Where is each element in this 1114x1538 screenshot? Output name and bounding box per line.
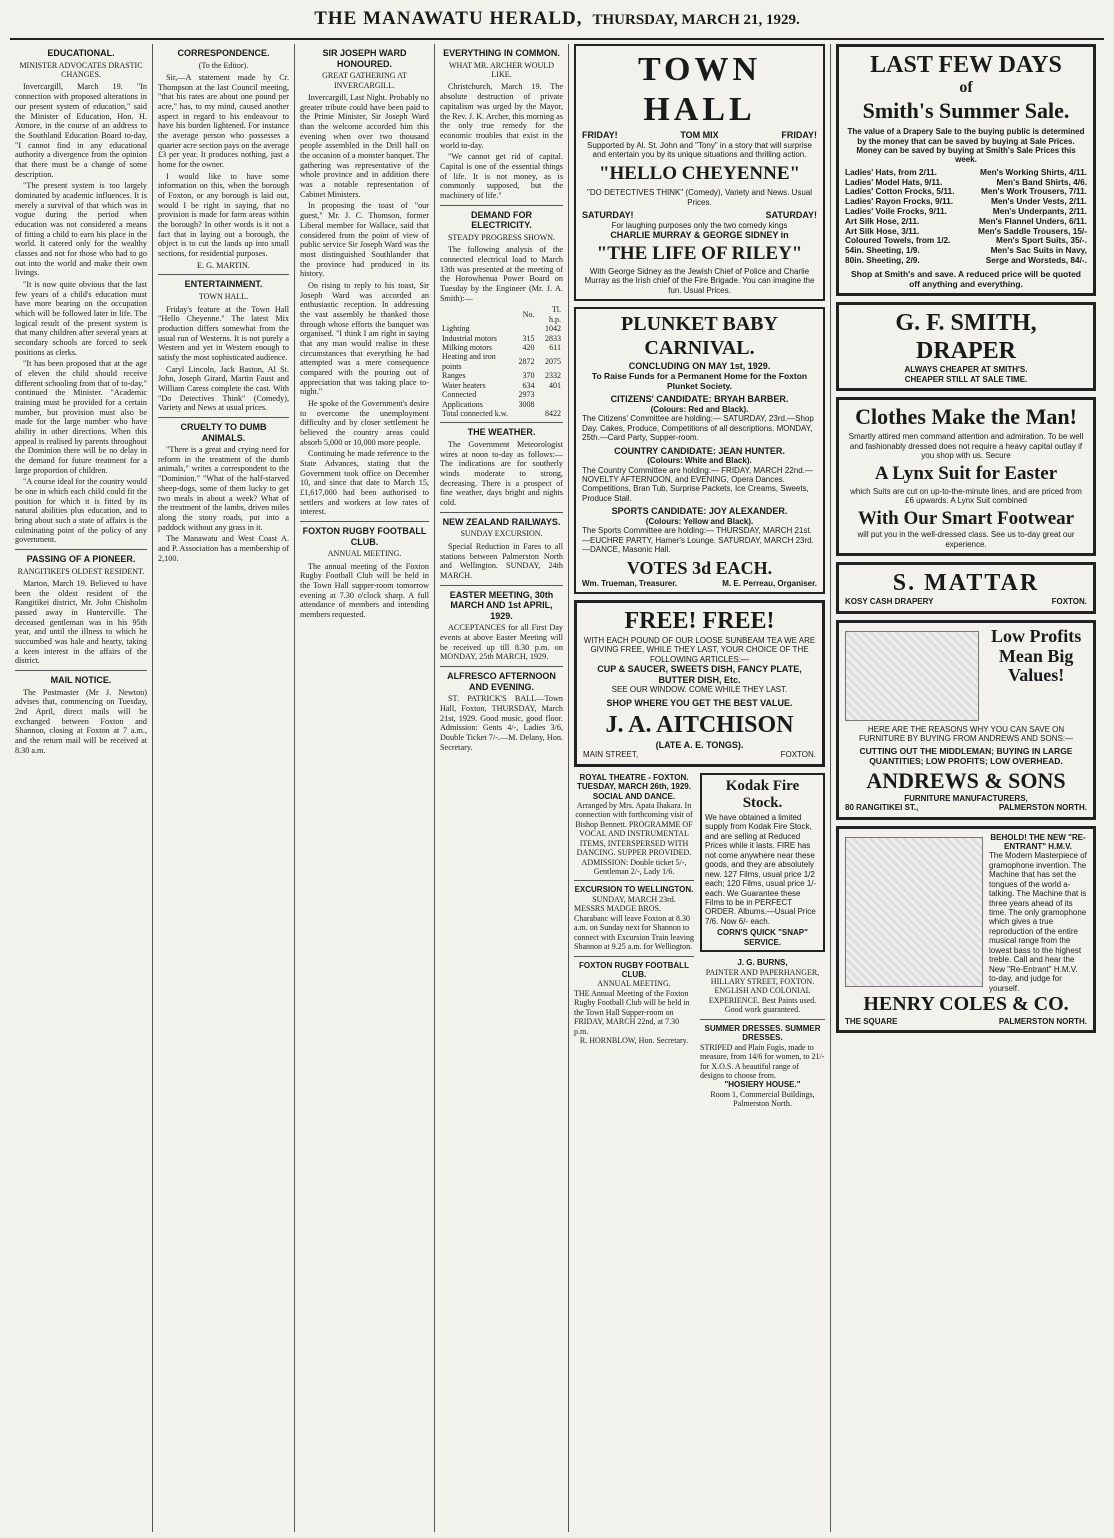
- address: PALMERSTON NORTH.: [998, 803, 1087, 813]
- ad-date: SUNDAY, MARCH 23rd.: [592, 894, 676, 904]
- ad-text: THE Annual Meeting of the Foxton Rugby Football Club will be held in the Town Hall Supper-room on FRIDAY, MARCH 22nd, at 7.30 p.m.: [574, 988, 690, 1036]
- table-cell: 401: [549, 380, 561, 390]
- address: 80 RANGITIKEI ST.,: [845, 803, 919, 813]
- table-cell: 315: [522, 333, 535, 343]
- article-subheading: RANGITIKEI'S OLDEST RESIDENT.: [17, 566, 145, 576]
- organiser: M. E. Perreau, Organiser.: [722, 578, 817, 588]
- table-cell: 2332: [545, 371, 561, 381]
- price-item: Art Silk Hose, 3/11.: [845, 225, 920, 236]
- table-row: [440, 371, 563, 380]
- treasurer: Wm. Trueman, Treasurer.: [582, 578, 678, 588]
- table-cell: [536, 400, 563, 409]
- table-cell: 611: [549, 342, 561, 352]
- article-heading: NEW ZEALAND RAILWAYS.: [442, 516, 561, 527]
- column-5-ads: [569, 44, 831, 1532]
- ad-text: STRIPED and Plain Fugis, made to measure, from 14/6 for women, to 21/- for X.O.S. A beautiful range of designs to choose from.: [700, 1042, 825, 1080]
- ad-title: G. F. SMITH, DRAPER: [895, 309, 1037, 365]
- candidate-colours: (Colours: Yellow and Black).: [645, 516, 754, 526]
- ad-text: HERE ARE THE REASONS WHY YOU CAN SAVE ON FURNITURE BY BUYING FROM ANDREWS AND SONS:—: [858, 724, 1074, 744]
- price-item: Men's Under Vests, 2/11.: [990, 196, 1087, 207]
- letter-signature: E. G. MARTIN.: [197, 260, 250, 270]
- lower-ads-right: [700, 773, 825, 1109]
- price-item: Men's Sac Suits in Navy,: [990, 245, 1087, 256]
- ad-title: S. MATTAR: [892, 570, 1040, 597]
- article-heading: EASTER MEETING, 30th MARCH AND 1st APRIL, 1929.: [449, 589, 554, 621]
- table-cell: Lighting: [442, 324, 470, 334]
- column-3: [295, 44, 435, 1532]
- table-row: [440, 409, 563, 418]
- price-item: Men's Sport Suits, 35/-.: [996, 235, 1087, 246]
- ad-day: FRIDAY!: [781, 130, 817, 141]
- ad-text: which Suits are cut on up-to-the-minute lines, and are priced from £6 upwards. A Lynx Suit combined: [850, 486, 1082, 506]
- price-item: Ladies' Model Hats, 9/11.: [845, 176, 943, 187]
- price-list-left: [845, 168, 954, 266]
- article-paragraph: On rising to reply to his toast, Sir Joseph Ward was accorded an enthusiastic reception. In addressing the vast assembly he thanked those through whose efforts the banquet was organised. "I think I am right in saying that any man would realise in these circumstances that everything he had attempted was a mere consequence compared with the pouring out of appreciation that was taking place to-night.": [300, 280, 429, 397]
- table-cell: [536, 390, 563, 399]
- mattar-ad: [836, 562, 1096, 614]
- ad-title: EXCURSION TO WELLINGTON.: [574, 885, 694, 895]
- ad-title: PLUNKET BABY CARNIVAL.: [621, 313, 778, 359]
- table-row: [440, 381, 563, 390]
- article-subheading: TOWN HALL.: [198, 292, 249, 302]
- address: PALMERSTON NORTH.: [998, 1016, 1087, 1026]
- furniture-illustration: [845, 631, 979, 721]
- lower-ads: [574, 773, 825, 1109]
- ad-text: PAINTER AND PAPERHANGER, HILLARY STREET, FOXTON. ENGLISH AND COLONIAL EXPERIENCE. Best Paints used. Good work guaranteed.: [705, 967, 820, 1015]
- table-cell: 2075: [545, 357, 561, 367]
- ad-title: FOXTON RUGBY FOOTBALL CLUB.: [579, 960, 689, 979]
- table-cell: 8422: [545, 409, 561, 419]
- ad-title: FREE! FREE!: [624, 608, 775, 635]
- table-cell: Milking motors: [442, 342, 493, 352]
- article-paragraph: Special Reduction in Fares to all stations between Palmerston North and Wellington. SUNDAY, 24th MARCH.: [440, 541, 563, 580]
- ad-title: Clothes Make the Man!: [855, 404, 1077, 430]
- ad-text: With George Sidney as the Jewish Chief of Police and Charlie Murray as the Irish chief of the Fire Brigade. You can imagine the fun. Usual Prices.: [584, 267, 815, 295]
- table-cell: [516, 324, 536, 333]
- divider: [15, 670, 147, 671]
- ad-text: For laughing purposes only the two comedy kings: [611, 220, 788, 230]
- ad-headline: A Lynx Suit for Easter: [874, 462, 1058, 484]
- price-item: Ladies' Voile Frocks, 9/11.: [845, 206, 947, 217]
- ad-slogan: CHEAPER STILL AT SALE TIME.: [904, 374, 1028, 384]
- article-paragraph: In proposing the toast of "our guest," Mr. J. C. Thomson, former Liberal member for Wallace, said that considered from the point of view of public service Sir Joseph Ward was the most distinguished Southlander that the province had produced in its history.: [300, 201, 429, 279]
- article-subheading: MINISTER ADVOCATES DRASTIC CHANGES.: [19, 60, 143, 80]
- price-item: 80in. Sheeting, 2/9.: [845, 254, 920, 265]
- table-row: [440, 334, 563, 343]
- ad-text: The Citizens' Committee are holding:— SATURDAY, 23rd.—Shop Day. Cakes, Produce, Competitions of all descriptions. MONDAY, 25th.—Card Party, Supper-room.: [582, 414, 814, 443]
- article-subheading: GREAT GATHERING AT INVERCARGILL.: [322, 71, 407, 90]
- table-row: [440, 400, 563, 409]
- town-hall-ad: [574, 44, 825, 301]
- ad-title: TOWN HALL: [637, 51, 762, 129]
- column-2: [153, 44, 295, 1532]
- price-item: Art Silk Hose, 2/11.: [845, 215, 920, 226]
- article-paragraph: "We cannot get rid of capital. Capital is one of the essential things of life. It is not money, as is commonly supposed, but the machinery of life.": [440, 152, 563, 200]
- table-row: [440, 352, 563, 371]
- ad-slogan: CORN'S QUICK "SNAP" SERVICE.: [717, 928, 808, 947]
- article-subheading: WHAT MR. ARCHER WOULD LIKE.: [448, 60, 555, 80]
- table-cell: Heating and iron points: [442, 352, 496, 371]
- ad-date: TUESDAY, MARCH 26th, 1929.: [577, 782, 691, 792]
- article-paragraph: Marton, March 19. Believed to have been the oldest resident of the Rangitikei district, Mr. John Chisholm passed away in Hunterville. The deceased gentleman was in his 95th year, and until the illness to which he succumbed was hale and hearty, taking a keen interest in the affairs of the district.: [15, 579, 147, 666]
- article-paragraph: The Government Meteorologist wires at noon to-day as follows:— The indications are for southerly winds moderate to strong, decreasing. There is a prospect of fine weather, days bright and nights cold.: [440, 440, 563, 508]
- price-item: Ladies' Hats, from 2/11.: [845, 166, 937, 177]
- article-heading: FOXTON RUGBY FOOTBALL CLUB.: [302, 525, 427, 547]
- table-cell: Industrial motors: [442, 333, 497, 343]
- article-heading: PASSING OF A PIONEER.: [26, 554, 136, 565]
- article-paragraph: The Manawatu and West Coast A. and P. Association has a membership of 2,100.: [158, 534, 289, 563]
- ad-text: The Modern Masterpiece of gramophone invention. The Machine that has set the tongues of the world a-talking. The Machine that is three years ahead of its time. The only gramophone which gives a true reproduction of the entire musical range from the lowest bass to the highest treble. Call and hear the New "Re-Entrant" H.M.V. to-day, and judge for yourself.: [989, 851, 1087, 993]
- table-cell: Ranges: [442, 371, 466, 381]
- ad-day: FRIDAY!: [582, 130, 618, 141]
- ad-subtitle: ANNUAL MEETING.: [597, 979, 671, 989]
- ad-text: WITH EACH POUND OF OUR LOOSE SUNBEAM TEA WE ARE GIVING FREE, WHILE THEY LAST, YOUR CHOICE OF THE FOLLOWING ARTICLES:—: [583, 635, 816, 664]
- article-subheading: ANNUAL MEETING.: [327, 549, 402, 559]
- divider: [440, 422, 563, 423]
- table-cell: 370: [522, 371, 535, 381]
- article-paragraph: Sir,—A statement made by Cr. Thompson at the last Council meeting, "that his rates are about one pound per acre," has, to my mind, caused another aspect in regard to his endeavour to have his burden lightened. For instance the average person who possesses a quarter acre section pays on the average £3 per year. It produces nothing, just a home for the owner.: [158, 73, 289, 170]
- price-list: [845, 168, 1087, 266]
- divider: [440, 585, 563, 586]
- price-item: Serge and Worsteds, 84/-.: [985, 254, 1087, 265]
- article-paragraph: I would like to have some information on this, when the borough of Foxton, or any borough is laid out, would I be right in saying, that no provision is made for farm areas within the borough? In other words is it not a fact that in laying out a borough, the object is to cut the lands up into small sections, for residential purposes.: [158, 171, 289, 259]
- table-cell: 1042: [545, 324, 561, 334]
- price-item: Men's Band Shirts, 4/6.: [996, 176, 1087, 187]
- address: FOXTON.: [1051, 597, 1087, 607]
- ad-event: SOCIAL AND DANCE.: [592, 791, 676, 801]
- candidate: SPORTS CANDIDATE: JOY ALEXANDER.: [611, 506, 788, 517]
- article-heading: ENTERTAINMENT.: [184, 279, 263, 290]
- divider: [700, 1019, 825, 1020]
- article-paragraph: Friday's feature at the Town Hall "Hello Cheyenne." The latest Mix production differs somewhat from the usual run of Westerns. It is not purely a Western and yet in Western enough to satisfy the most sophisticated audience.: [158, 304, 289, 362]
- table-header: [440, 305, 516, 324]
- price-item: Men's Working Shirts, 4/11.: [980, 166, 1087, 177]
- ad-text: CUTTING OUT THE MIDDLEMAN; BUYING IN LARGE QUANTITIES; LOW PROFITS; LOW OVERHEAD.: [859, 745, 1073, 766]
- ad-subtitle: To Raise Funds for a Permanent Home for the Foxton Plunket Society.: [591, 371, 808, 392]
- ad-text: will put you in the well-dressed class. See us to-day great our experience.: [857, 530, 1075, 549]
- ad-subtitle: KOSY CASH DRAPERY: [845, 597, 934, 607]
- clothes-ad: [836, 397, 1096, 556]
- price-item: Ladies' Rayon Frocks, 9/11.: [845, 196, 954, 207]
- ad-title: SUMMER DRESSES. SUMMER DRESSES.: [704, 1023, 821, 1043]
- table-cell: Connected: [442, 390, 477, 400]
- table-cell: 2872: [518, 357, 535, 367]
- table-row: [440, 324, 563, 333]
- newspaper-name: THE MANAWATU HERALD,: [314, 8, 583, 29]
- column-1: [10, 44, 153, 1532]
- aitchison-tea-ad: [574, 600, 825, 766]
- article-subheading: (To the Editor).: [198, 60, 249, 70]
- ad-text: SEE OUR WINDOW. COME WHILE THEY LAST.: [611, 685, 788, 695]
- ad-title: Smith's Summer Sale.: [862, 98, 1070, 124]
- ad-text: MESSRS MADGE BROS. Charabanc will leave Foxton at 8.30 a.m. on Sunday next for Shannon to connect with Excursion Train leaving Shannon at 9.25 a.m. for Wellington.: [574, 904, 694, 952]
- masthead: [10, 8, 1104, 40]
- ad-text: We have obtained a limited supply from Kodak Fire Stock, and are selling at Reduced Prices while it lasts. FIRE has not come anywhere near these goods, and they are absolutely new. 127 Films, usual price 1/2 each; 120 Films, usual price 1/- each. We Guarantee these Films to be in PERFECT ORDER. Albums.—Usual Price 7/6. Now 6/- each.: [705, 813, 817, 926]
- table-cell: Water heaters: [442, 380, 486, 390]
- ad-slogan: ALWAYS CHEAPER AT SMITH'S.: [904, 365, 1028, 375]
- article-heading: SIR JOSEPH WARD HONOURED.: [322, 48, 407, 69]
- address: THE SQUARE: [845, 1016, 898, 1026]
- ad-text: "DO DETECTIVES THINK" (Comedy), Variety and News. Usual Prices.: [587, 188, 812, 207]
- ad-stars: CHARLIE MURRAY & GEORGE SIDNEY in: [610, 230, 789, 241]
- article-paragraph: Christchurch, March 19. The absolute destruction of private capitalism was urged by the Mayor, the Rev. J. K. Archer, this morning as the only true remedy for the economic troubles that exist in the world to-day.: [440, 82, 563, 150]
- ad-subtitle: CONCLUDING ON MAY 1st, 1929.: [628, 360, 771, 371]
- lower-ads-left: [574, 773, 694, 1109]
- table-row: [440, 343, 563, 352]
- address: MAIN STREET,: [583, 750, 639, 760]
- ad-business-name: J. A. AITCHISON: [605, 712, 794, 739]
- ad-text: Smartly attired men command attention and admiration. To be well and fashionably dressed does not require a heavy capital outlay if you shop with us. Secure: [848, 432, 1084, 461]
- price-item: Men's Saddle Trousers, 15/-: [978, 225, 1087, 236]
- article-paragraph: The Postmaster (Mr J. Newton) advises that, commencing on Tuesday, 2nd April, direct mails will be exchanged between Foxton and Shannon, closing at Foxton at 7 a.m., and the return mail will be received at 8.30 a.m.: [15, 687, 147, 755]
- ad-text: The Country Committee are holding:— FRIDAY, MARCH 22nd.—NOVELTY AFTERNOON, and EVENING, Opera Dances. Competitions, Bran Tub, Surprise Packets, Ice Creams, Sweets, Produce Stall.: [582, 465, 813, 503]
- article-paragraph: The annual meeting of the Foxton Rugby Football Club will be held in the Town Hall supper-room tomorrow evening at 7.30 o'clock sharp. A full attendance of members and intending members requested.: [300, 561, 429, 619]
- article-paragraph: He spoke of the Government's desire to overcome the unemployment difficulty and by closer settlement he believed the country areas could absorb 5,000 or 10,000 more people.: [300, 398, 429, 447]
- issue-date: THURSDAY, MARCH 21, 1929.: [592, 12, 800, 28]
- article-paragraph: Continuing he made reference to the State Advances, stating that the Government took office on December 10, and since that date to March 15, £1,617,000 had been authorised to settlers and workers at low rates of interest.: [300, 449, 429, 517]
- price-item: Coloured Towels, from 1/2.: [845, 235, 951, 246]
- ad-day: SATURDAY!: [582, 209, 634, 220]
- table-cell: Applications: [442, 399, 483, 409]
- article-heading: EVERYTHING IN COMMON.: [443, 48, 560, 58]
- votes-notice: VOTES 3d EACH.: [626, 557, 773, 578]
- divider: [574, 880, 694, 881]
- article-paragraph: "The present system is too largely dominated by academic influences. It is merely a survival of that which was in vogue during the period when education was not considered a means of fitting a child to earn his place in the world. It catered only for the wealthy classes and not for those who had to go out into the world and make their own livings.: [15, 181, 147, 278]
- article-paragraph: ST. PATRICK'S BALL—Town Hall, Foxton, THURSDAY, March 21st, 1929. Good music, good floor. Admission: Gents 4/-, Ladies 3/6, Double Ticket 7/-.—M. Delany, Hon. Secretary.: [440, 694, 563, 752]
- ad-items: CUP & SAUCER, SWEETS DISH, FANCY PLATE, BUTTER DISH, Etc.: [597, 664, 802, 685]
- table-cell: 3008: [518, 399, 535, 409]
- table-cell: Total connected k.w.: [442, 409, 509, 419]
- ad-headline: BEHOLD! THE NEW "RE-ENTRANT" H.M.V.: [990, 832, 1086, 851]
- ad-text: Arranged by Mrs. Apata Ihakara. In connection with forthcoming visit of Bishop Bennett. PROGRAMME OF VOCAL AND INSTRUMENTAL ITEMS, INTERSPERSED WITH DANCING. SUPPER PROVIDED.: [575, 800, 693, 858]
- ad-headline: Low Profits Mean Big Values!: [991, 625, 1082, 686]
- column-4: [435, 44, 569, 1532]
- divider: [440, 666, 563, 667]
- address: Room 1, Commercial Buildings, Palmerston North.: [710, 1089, 815, 1109]
- ad-text: The value of a Drapery Sale to the buying public is determined by the money that can be saved by buying at Sale Prices. Money can be saved by buying at Smith's Sale Prices this week.: [847, 127, 1085, 165]
- ad-title: LAST FEW DAYS: [870, 52, 1062, 78]
- article-heading: CORRESPONDENCE.: [177, 48, 270, 58]
- table-header: No.: [522, 309, 535, 319]
- gramophone-illustration: [845, 837, 983, 987]
- ad-slogan: SHOP WHERE YOU GET THE BEST VALUE.: [606, 697, 793, 708]
- price-item: Men's Work Trousers, 7/11.: [980, 186, 1087, 197]
- table-cell: 2973: [518, 390, 535, 400]
- ad-day: SATURDAY!: [765, 209, 817, 220]
- article-paragraph: "It is now quite obvious that the last few years of a child's education must have more bearing on the occupation which will be followed later in life. The logical result of the present system is that many children after several years at secondary schools are forced to seek positions as clerks.: [15, 279, 147, 357]
- article-paragraph: "A course ideal for the country would be one in which each child could fit the position for which it is fitted by its natural abilities plus education, and to bring about such a state of affairs is the culminating point of the policy of any government.: [15, 477, 147, 545]
- smith-sale-ad: [836, 44, 1096, 296]
- address: FOXTON.: [780, 750, 816, 760]
- article-heading: DEMAND FOR ELECTRICITY.: [471, 209, 532, 231]
- ad-business-name: "HOSIERY HOUSE.": [724, 1080, 801, 1090]
- candidate-colours: (Colours: White and Black).: [647, 456, 752, 466]
- table-cell: 634: [522, 380, 535, 390]
- ad-text: ADMISSION: Double ticket 5/-, Gentleman 2/-, Lady 1/6.: [581, 857, 687, 876]
- table-cell: 420: [522, 342, 535, 352]
- ad-headline: With Our Smart Footwear: [857, 507, 1075, 529]
- candidate: COUNTRY CANDIDATE: JEAN HUNTER.: [614, 445, 785, 456]
- film-title: "THE LIFE OF RILEY": [596, 242, 803, 264]
- ad-star: TOM MIX: [680, 130, 719, 141]
- divider: [574, 956, 694, 957]
- article-heading: ALFRESCO AFTERNOON AND EVENING.: [447, 671, 556, 692]
- andrews-ad: [836, 620, 1096, 820]
- article-paragraph: Invercargill, Last Night. Probably no greater tribute could have been paid to the Prime Minister, Sir Joseph Ward than the welcome accorded him this evening when over two thousand people assembled in the Drill hall on the occasion of a monster banquet. The gathering was representative of the whole province and in addition there was a notable representation of Cabinet Ministers.: [300, 93, 429, 199]
- columns: [10, 44, 1104, 1532]
- article-heading: EDUCATIONAL.: [47, 48, 115, 58]
- table-row: [440, 390, 563, 399]
- article-heading: THE WEATHER.: [467, 427, 536, 438]
- table-cell: [516, 409, 536, 418]
- ad-subtitle: (LATE A. E. TONGS).: [655, 739, 744, 750]
- ad-title: Kodak Fire Stock.: [725, 777, 800, 812]
- column-6-ads: [831, 44, 1101, 1532]
- divider: [15, 549, 147, 550]
- ad-title: ROYAL THEATRE - FOXTON.: [579, 772, 689, 782]
- ad-text: Supported by Al. St. John and "Tony" in a story that will surprise and entertain you by its unique situations and thrilling action.: [587, 140, 812, 160]
- kodak-ad: [700, 773, 825, 953]
- ad-title: J. G. BURNS,: [737, 958, 788, 968]
- ad-title: HENRY COLES & CO.: [863, 992, 1069, 1015]
- price-list-right: [978, 168, 1087, 266]
- plunket-carnival-ad: [574, 307, 825, 594]
- divider: [158, 274, 289, 275]
- article-paragraph: Caryl Lincoln, Jack Baston, Al St. John, Joseph Girard, Martin Faust and William Caress complete the cast. With "Do Detectives Think" (Comedy), Variety and News at usual prices.: [158, 364, 289, 413]
- article-paragraph: ACCEPTANCES for all First Day events at above Easter Meeting will be received up till 8.30 p.m. on MONDAY, 25th MARCH, 1929.: [440, 623, 563, 662]
- henry-coles-ad: [836, 826, 1096, 1033]
- article-paragraph: "There is a great and crying need for reform in the treatment of the dumb animals," writes a correspondent to the "Dominion." "What of the half-starved sheep-dogs, some of them lucky to get two meals in about a week? What of the treatment of the lambs, driven miles along the stony roads, put into a paddock without any grass in it.: [158, 445, 289, 532]
- electricity-table: [440, 305, 563, 418]
- ad-signature: R. HORNBLOW, Hon. Secretary.: [579, 1036, 689, 1045]
- film-title: "HELLO CHEYENNE": [598, 162, 801, 184]
- candidate-colours: (Colours: Red and Black).: [650, 404, 749, 414]
- article-paragraph: "It has been proposed that at the age of eleven the child should receive different schooling from that of to-day," continued the Minister. "Academic training must be provided for a certain number, but provision must also be made for the large number who have ability in other directions. When this appeal is realised by parents throughout the Dominion there will be no delay in the demand for future treatment for a large proportion of children.: [15, 359, 147, 475]
- price-item: 54in. Sheeting, 1/9.: [845, 245, 920, 256]
- divider: [440, 512, 563, 513]
- ad-text: The Sports Committee are holding:— THURSDAY, MARCH 21st.—EUCHRE PARTY, Hamer's Lounge. SATURDAY, MARCH 23rd.—DANCE, Masonic Hall.: [582, 526, 814, 555]
- candidate: CITIZENS' CANDIDATE: BRYAH BARBER.: [610, 394, 789, 405]
- divider: [440, 205, 563, 206]
- article-paragraph: Invercargill, March 19. "In connection with proposed alterations in our present system of education," said the Minister of Education, Hon. H. Atmore, in the course of an address to the Southland Education Board to-day, "I cannot find in any educational authority a divergence from the opinion that there must be a change of some description.: [15, 82, 147, 179]
- ad-title: ANDREWS & SONS: [866, 767, 1066, 793]
- divider: [158, 417, 289, 418]
- table-header: Tl. h.p.: [549, 305, 561, 324]
- price-item: Ladies' Cotton Frocks, 5/11.: [845, 186, 955, 197]
- ad-subtitle: FURNITURE MANUFACTURERS,: [904, 793, 1028, 803]
- table-cell: 2833: [545, 333, 561, 343]
- article-subheading: SUNDAY EXCURSION.: [460, 529, 543, 539]
- article-paragraph: The following analysis of the connected electrical load to March 13th was presented at the meeting of the Horowhenua Power Board on Tuesday by the Engineer (Mr. J. A. Smith):—: [440, 245, 563, 303]
- article-subheading: STEADY PROGRESS SHOWN.: [447, 232, 556, 242]
- price-item: Men's Underpants, 2/11.: [992, 206, 1087, 217]
- ad-text: Shop at Smith's and save. A reduced price will be quoted off anything and everything.: [851, 268, 1081, 289]
- gf-smith-ad: [836, 302, 1096, 392]
- ad-connector: of: [959, 79, 973, 97]
- price-item: Men's Flannel Unders, 6/11.: [978, 215, 1087, 226]
- divider: [300, 521, 429, 522]
- article-heading: MAIL NOTICE.: [50, 675, 112, 686]
- article-heading: CRUELTY TO DUMB ANIMALS.: [180, 421, 267, 443]
